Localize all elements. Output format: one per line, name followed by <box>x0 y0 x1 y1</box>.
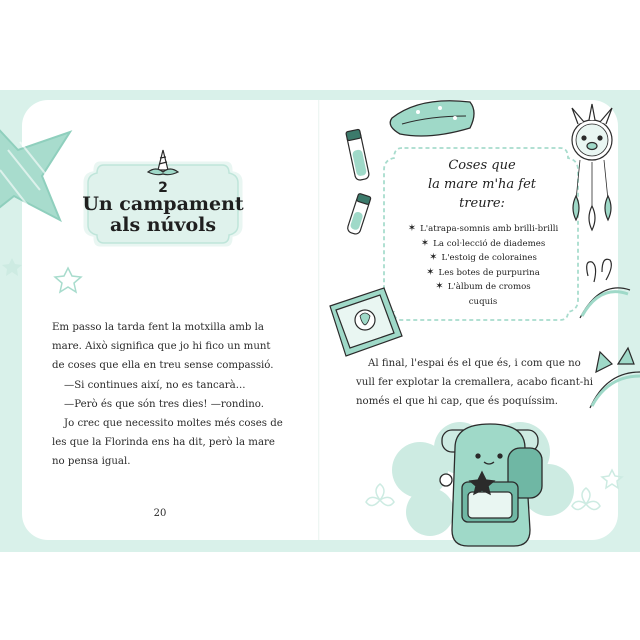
paragraph: Jo crec que necessito moltes més coses de les que la Florinda ens ha dit, però la mare no pensa igual. <box>52 418 283 468</box>
small-star-icon <box>55 268 81 292</box>
list-item <box>396 222 570 237</box>
removed-items-list <box>396 222 570 310</box>
star-bullet-icon: ✶ <box>420 237 430 249</box>
list-item <box>396 280 570 295</box>
headband-icon <box>580 259 630 318</box>
paragraph: —Si continues així, no es tancarà... <box>64 379 246 391</box>
backpack-icon <box>440 424 542 546</box>
paragraph: Al final, l'espai és el que és, i com que no vull fer explotar la cremallera, acabo ficant-hi només el que hi cap, que és poquíssim. <box>356 358 594 408</box>
list-item-label: L'atrapa-somnis amb brilli-brilli <box>420 224 559 234</box>
list-item-label: L'àlbum de cromos <box>447 282 531 293</box>
list-item-continuation: cuquis <box>468 296 498 307</box>
chapter-number: 2 <box>158 180 168 196</box>
star-bullet-icon: ✶ <box>429 252 438 264</box>
chapter-title-line-1: Un campament <box>82 193 244 215</box>
list-item <box>396 237 570 252</box>
paragraph: —Però és que són tres dies! —rondino. <box>64 398 264 410</box>
star-bullet-icon: ✶ <box>435 281 444 293</box>
pencil-case-icon <box>390 101 474 136</box>
list-title <box>398 156 566 213</box>
list-item-label: Les botes de purpurina <box>438 267 540 278</box>
list-item-label: La col·lecció de diademes <box>433 238 546 249</box>
big-star-icon <box>0 120 70 220</box>
star-bullet-icon: ✶ <box>426 266 435 278</box>
tiny-star-icon <box>2 258 22 276</box>
list-title-line-3: treure: <box>459 196 505 211</box>
chapter-title <box>82 194 244 236</box>
list-item <box>396 266 570 281</box>
glitter-tube-icon <box>346 129 370 181</box>
headband-icon <box>590 348 640 408</box>
list-title-line-2: la mare m'ha fet <box>427 177 537 192</box>
list-title-line-1: Coses que <box>448 158 516 173</box>
paragraph: Em passo la tarda fent la motxilla amb la mare. Això significa que jo hi fico un munt de coses que ella en treu sense compassió. <box>52 322 274 372</box>
left-page-body <box>52 318 284 472</box>
page-number: 20 <box>153 508 167 519</box>
list-item <box>396 251 570 266</box>
glitter-tube-icon <box>346 193 371 235</box>
chapter-title-line-2: als núvols <box>109 214 217 236</box>
list-item-label: L'estoig de coloraines <box>441 253 537 264</box>
right-page-body <box>356 354 596 412</box>
star-bullet-icon: ✶ <box>407 223 417 234</box>
